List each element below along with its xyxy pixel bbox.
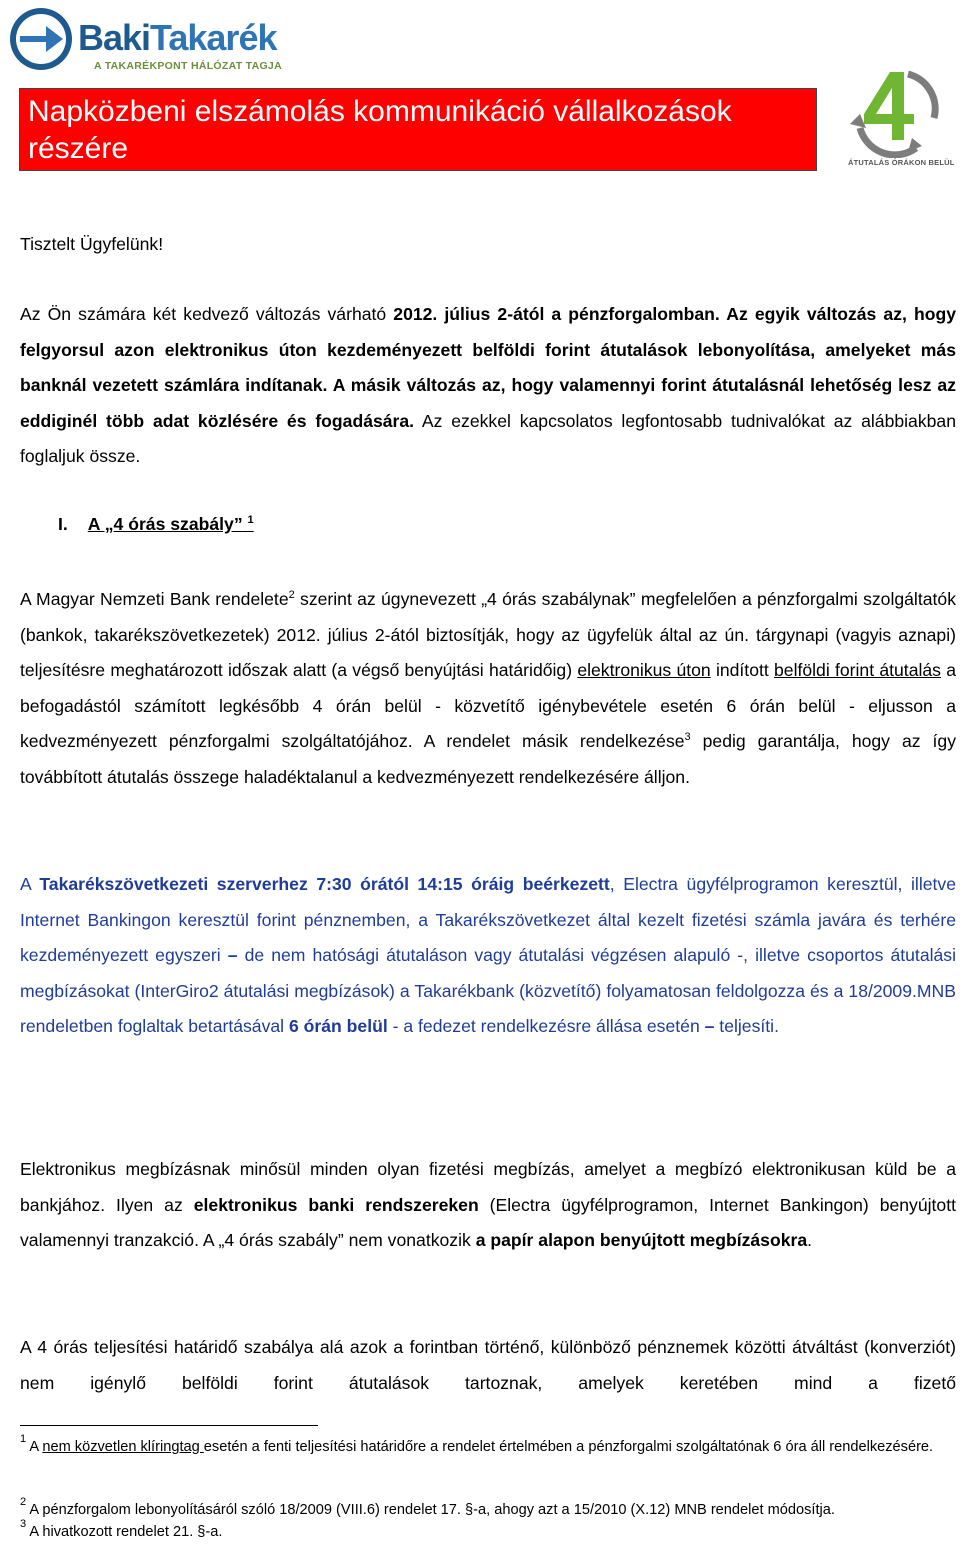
logo-brand: BakiTakarék [78, 17, 277, 58]
logo-caption: ÁTUTALÁS ÓRÁKON BELÜL [848, 158, 955, 167]
transfer-within-hours-logo [846, 66, 955, 176]
server-deadline-paragraph: A Takarékszövetkezeti szerverhez 7:30 órától 14:15 óráig beérkezett, Electra ügyfélprogramon keresztül, illetve Internet Bankingon keresztül forint pénznemben, a Takarékszövetkezet által kezelt fizetési számla javára és terhére kezdeményezett egyszeri – de nem hatósági átutaláson vagy átutalási végzésen alapuló -, illetve csoportos átutalási megbízásokat (InterGiro2 átutalási megbízások) a Takarékbank (közvetítő) folyamatosan feldolgozza és a 18/2009.MNB rendeletben foglaltak betartásával 6 órán belül - a fedezet rendelkezésre állása esetén – teljesíti. [20, 874, 957, 1037]
intro-paragraph: Az Ön számára két kedvező változás várható 2012. július 2-ától a pénzforgalomban. Az egyik változás az, hogy felgyorsul azon elektronikus úton kezdeményezett belföldi forint átutalások lebonyolítása, amelyeket más banknál vezetett számlára indítanak. A másik változás az, hogy valamennyi forint átutalásnál lehetőség lesz az eddiginél több adat közlésére és fogadására. Az ezekkel kapcsolatos legfontosabb tudnivalókat az alábbiakban foglaljuk össze. [20, 304, 956, 467]
four-recycle-icon [846, 66, 941, 158]
footnote-3: $^3$ A hivatkozott rendelet 21. §-a. [20, 1518, 223, 1540]
arrow-circle-icon [8, 6, 74, 72]
footnote-divider [20, 1425, 318, 1426]
footnote-2: $^2$ A pénzforgalom lebonyolításáról szóló 18/2009 (VIII.6) rendelet 17. §-a, ahogy azt a 15/2010 (X.12) MNB rendelet módosítja. [20, 1496, 835, 1518]
section-heading: I. A „4 órás szabály” $^1$ [58, 514, 254, 534]
bakitakarek-logo [8, 6, 298, 74]
rule-paragraph: A Magyar Nemzeti Bank rendelete$^2$ szerint az úgynevezett „4 órás szabálynak” megfelelően a pénzforgalmi szolgáltatók (bankok, takarékszövetkezetek) 2012. július 2-ától biztosítják, hogy az ügyfelük által az ún. tárgynapi (vagyis aznapi) teljesítésre meghatározott időszak alatt (a végső benyújtási határidőig) elektronikus úton indított belföldi forint átutalás a befogadástól számított legkésőbb 4 órán belül - közvetítő igénybevétele esetén 6 órán belül - eljusson a kedvezményezett pénzforgalmi szolgáltatójához. A rendelet másik rendelkezése$^3$ pedig garantálja, hogy az így továbbított átutalás összege haladéktalanul a kedvezményezett rendelkezésére álljon. [20, 589, 956, 787]
deadline-scope-paragraph: A 4 órás teljesítési határidő szabálya alá azok a forintban történő, különböző pénznemek közötti átváltást (konverziót) nem igénylő belföldi forint átutalások tartoznak, amelyek keretében mind a fizető [20, 1337, 956, 1393]
logo-tagline: A TAKARÉKPONT HÁLÓZAT TAGJA [94, 60, 282, 72]
footnote-1: $^1$ A nem közvetlen klíringtag esetén a fenti teljesítési határidőre a rendelet értelmében a pénzforgalmi szolgáltatónak 6 óra áll rendelkezésére. [20, 1433, 934, 1455]
page-title: Napközbeni elszámolás kommunikáció vállalkozások részére [19, 88, 817, 171]
greeting: Tisztelt Ügyfelünk! [20, 234, 164, 254]
electronic-order-paragraph: Elektronikus megbízásnak minősül minden olyan fizetési megbízás, amelyet a megbízó elektronikusan küld be a bankjához. Ilyen az elektronikus banki rendszereken (Electra ügyfélprogramon, Internet Bankingon) benyújtott valamennyi tranzakció. A „4 órás szabály” nem vonatkozik a papír alapon benyújtott megbízásokra. [20, 1159, 956, 1251]
